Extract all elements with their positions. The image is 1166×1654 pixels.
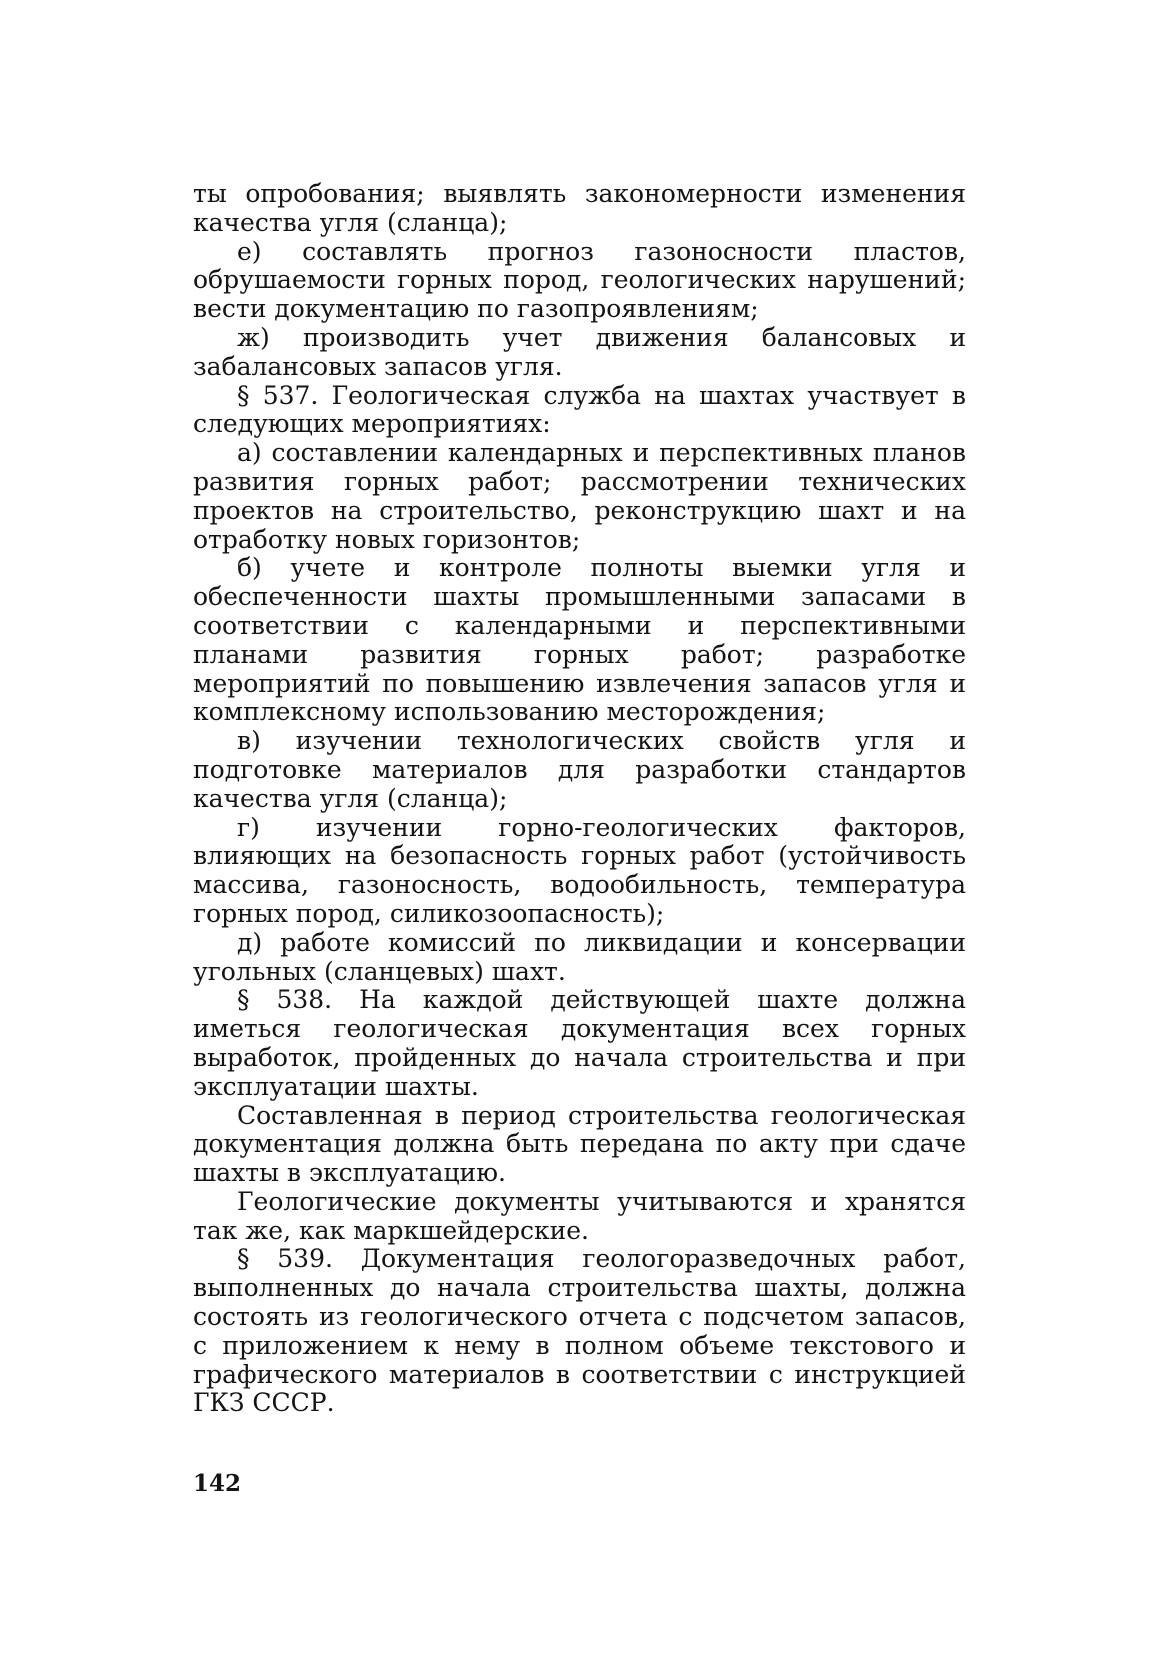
paragraph-documents-storage: Геологические документы учитываются и хранятся так же, как маркшейдерские.: [193, 1186, 966, 1245]
paragraph-item-d: д) работе комиссий по ликвидации и консервации угольных (сланцевых) шахт.: [193, 927, 966, 986]
paragraph-item-e: е) составлять прогноз газоносности пластов, обрушаемости горных пород, геологических нарушений; вести документацию по газопроявлениям;: [193, 236, 966, 324]
paragraph-item-g: г) изучении горно-геологических факторов, влияющих на безопасность горных работ (устойчивость массива, газоносность, водообильность, температура горных пород, силикозоопасность);: [193, 812, 966, 928]
paragraph-item-b: б) учете и контроле полноты выемки угля и обеспеченности шахты промышленными запасами в соответствии с календарными и перспективными планами развития горных работ; разработке мероприятий по повышению извлечения запасов угля и комплексному использованию месторождения;: [193, 553, 966, 727]
paragraph-item-zh: ж) производить учет движения балансовых и забалансовых запасов угля.: [193, 322, 966, 381]
paragraph-section-539: § 539. Документация геологоразведочных работ, выполненных до начала строительства шахты, должна состоять из геологического отчета с подсчетом запасов, с приложением к нему в полном объеме текстового и графического материалов в соответствии с инструкцией ГКЗ СССР.: [193, 1244, 966, 1418]
paragraph-item-a: а) составлении календарных и перспективных планов развития горных работ; рассмотрении технических проектов на строительство, реконструкцию шахт и на отработку новых горизонтов;: [193, 438, 966, 554]
paragraph-continuation: ты опробования; выявлять закономерности изменения качества угля (сланца);: [193, 179, 966, 237]
paragraph-section-538: § 538. На каждой действующей шахте должна иметься геологическая документация всех горных выработок, пройденных до начала строительства и при эксплуатации шахты.: [193, 985, 966, 1101]
paragraph-section-537: § 537. Геологическая служба на шахтах участвует в следующих мероприятиях:: [193, 380, 966, 439]
paragraph-documentation-transfer: Составленная в период строительства геологическая документация должна быть передана по акту при сдаче шахты в эксплуатацию.: [193, 1100, 966, 1188]
page-number: 142: [193, 1470, 242, 1497]
body-text: [193, 180, 966, 1418]
paragraph-item-v: в) изучении технологических свойств угля и подготовке материалов для разработки стандартов качества угля (сланца);: [193, 726, 966, 813]
